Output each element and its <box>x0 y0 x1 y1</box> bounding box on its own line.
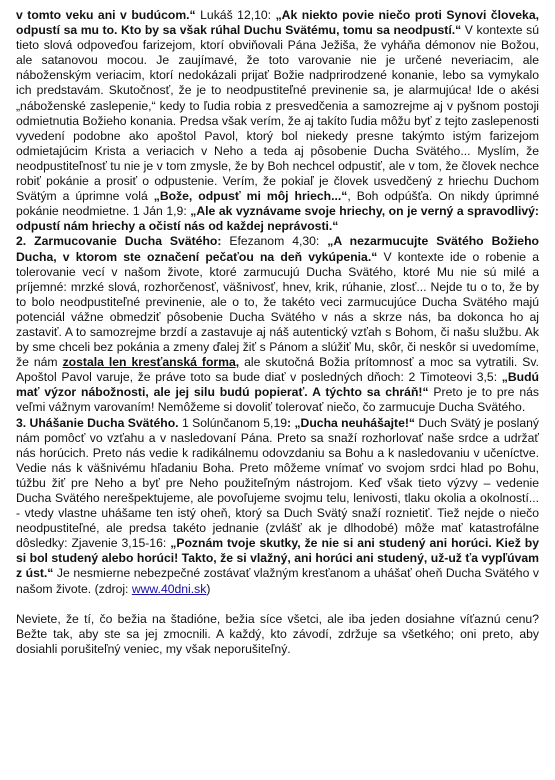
paragraph-blasphemy <box>16 8 539 234</box>
text: Efezanom 4,30: <box>221 234 328 249</box>
paragraph-quenching <box>16 416 539 597</box>
bold-quote: „Poznám tvoje skutky, že nie si ani studený ani horúci. Kiež by si bol studený alebo horúci! Takto, že si vlažný, ani horúci ani studený, už-už ťa vypľúvam z úst.“ <box>16 536 539 581</box>
paragraph-gap <box>16 597 539 612</box>
paragraph-grieving <box>16 234 539 415</box>
text: ale skutočná Božia prítomnosť a moc sa vytratili. Sv. Apoštol Pavol varuje, že práve toto sa bude diať v posledných dňoch: 2 Timoteovi 3,5: <box>16 355 540 385</box>
underlined-bold-text: zostala len kresťanská forma, <box>62 355 240 370</box>
bold-quote: „Budú mať výzor nábožnosti, ale jej silu budú popierať. A týchto sa chráň!“ <box>16 370 539 400</box>
text: V kontexte sú tieto slová odpoveďou farizejom, ktorí obviňovali Pána Ježiša, že vyháňa démonov nie Božou, ale satanovou mocou. Je zaujímavé, že toto varovanie nie je určené neveriacim, ale náboženským veriacim, ktorí nedokázali prijať Božie nadprirodzené konanie, lebo sa vymykalo ich predstavám. Skutočnosť, že je to neodpustiteľné previnenie sa, je alarmujúca! Ide o akési „náboženské zaslepenie,“ kedy to ľudia robia z presvedčenia a samozrejme aj v pyšnom postoji odmietnutia Božieho konania. Predsa však verím, že aj takíto ľudia môžu byť z tejto zaslepenosti vyvedení podobne ako apoštol Pavol, ktorý bol niekedy presne takýmto istým farizejom odmietajúcim Krista a veriacich v Neho a teda aj pôsobenie Ducha Svätého... Myslím, že neodpustiteľnosť tu nie je v tom zmysle, že by Boh nechcel odpustiť, ale v tom, že človek nechce robiť pokánie a prosiť o odpustenie. Verím, že pokiaľ je človek usvedčený z hriechu Duchom Svätým a úprimne volá <box>16 23 540 204</box>
text: 1 Solúnčanom 5,19 <box>178 415 287 430</box>
section-heading: 3. Uhášanie Ducha Svätého. <box>16 415 179 430</box>
text: V kontexte ide o robenie a tolerovanie vecí v našom živote, ktoré zarmucujú Ducha Svätého, ktoré Mu nie sú milé a príjemné: mrzké slová, rozhorčenosť, väšnivosť, hnev, krik, rúhanie, zlosť... Nejde tu o to, že by to bolo neodpustiteľné previnenie, ale o to, že takéto veci zarmucujúce Ducha Svätého majú potenciál vážne obmedziť pôsobenie Ducha Svätého v nás a skrze nás, ba dokonca ho aj zastaviť. A to samozrejme brzdí a zastavuje aj náš autentický vzťah s Bohom, či našu službu. Ak by sme chceli bez pokánia a zmeny ďalej žiť s Pánom a slúžiť Mu, skôr, či neskôr si uvedomíme, že nám <box>16 249 539 370</box>
text: ) <box>206 581 211 596</box>
bold-quote: : „Ducha neuhášajte!“ <box>287 415 415 430</box>
paragraph-closing: Neviete, že tí, čo bežia na štadióne, bežia síce všetci, ale iba jeden dosiahne víťaznú cenu? Bežte tak, aby ste sa jej zmocnili. A každý, kto závodí, zdržuje sa všetkého; oni preto, aby dosiahli porušiteľný veniec, my však neporušiteľný. <box>16 611 539 656</box>
bold-quote: „Bože, odpusť mi môj hriech...“ <box>153 189 348 204</box>
source-link[interactable]: www.40dni.sk <box>131 581 207 596</box>
text: Preto je to pre nás veľmi vážnym varovaním! Nemôžeme si dovoliť tolerovať niečo, čo zarmucuje Ducha Svätého. <box>16 385 539 415</box>
text: Je nesmierne nebezpečné zostávať vlažným kresťanom a uhášať oheň Ducha Svätého v našom živote. (zdroj: <box>16 566 539 596</box>
section-heading: 2. Zarmucovanie Ducha Svätého: <box>16 234 222 249</box>
bold-quote: „Ak niekto povie niečo proti Synovi človeka, odpustí sa mu to. Kto by sa však rúhal Duchu Svätému, tomu sa neodpustí.“ <box>16 8 539 38</box>
text: Duch Svätý je poslaný nám pomôcť vo vzťahu a v nasledovaní Pána. Preto sa snaží rozhorlovať naše srdce a udržať nás horúcich. Preto nás vedie k radikálnemu odovzdaniu sa Bohu a k nasledovaniu v učeníctve. Vedie nás k väšnivému hľadaniu Boha. Preto môžeme vnímať vo svojom srdci hlad po Bohu, túžbu žiť pre Neho a byť pre Neho použiteľným nástrojom. Keď však tieto výzvy – vedenie Ducha Svätého nerešpektujeme, ale povoľujeme svojmu telu, lenivosti, tlaku okolia a okolností... - vtedy vlastne uhášame ten istý oheň, ktorý sa Duch Svätý snaží roznietiť. Tiež nejde o niečo neodpustiteľné, ale predsa takéto jednanie (zvlášť ak je dlhodobé) môže mať katastrofálne dôsledky: Zjavenie 3,15-16: <box>16 415 539 551</box>
bold-quote: „Ale ak vyznávame svoje hriechy, on je verný a spravodlivý: odpustí nám hriechy a očistí nás od každej neprávosti.“ <box>16 204 539 234</box>
bold-text: v tomto veku ani v budúcom.“ <box>16 8 196 22</box>
text: , Boh odpúšťa. On nikdy úprimné pokánie neodmietne. 1 Ján 1,9: <box>16 189 539 219</box>
text: Lukáš 12,10: <box>195 8 276 22</box>
bold-quote: „A nezarmucujte Svätého Božieho Ducha, v ktorom ste označení pečaťou na deň vykúpenia.“ <box>16 234 539 264</box>
